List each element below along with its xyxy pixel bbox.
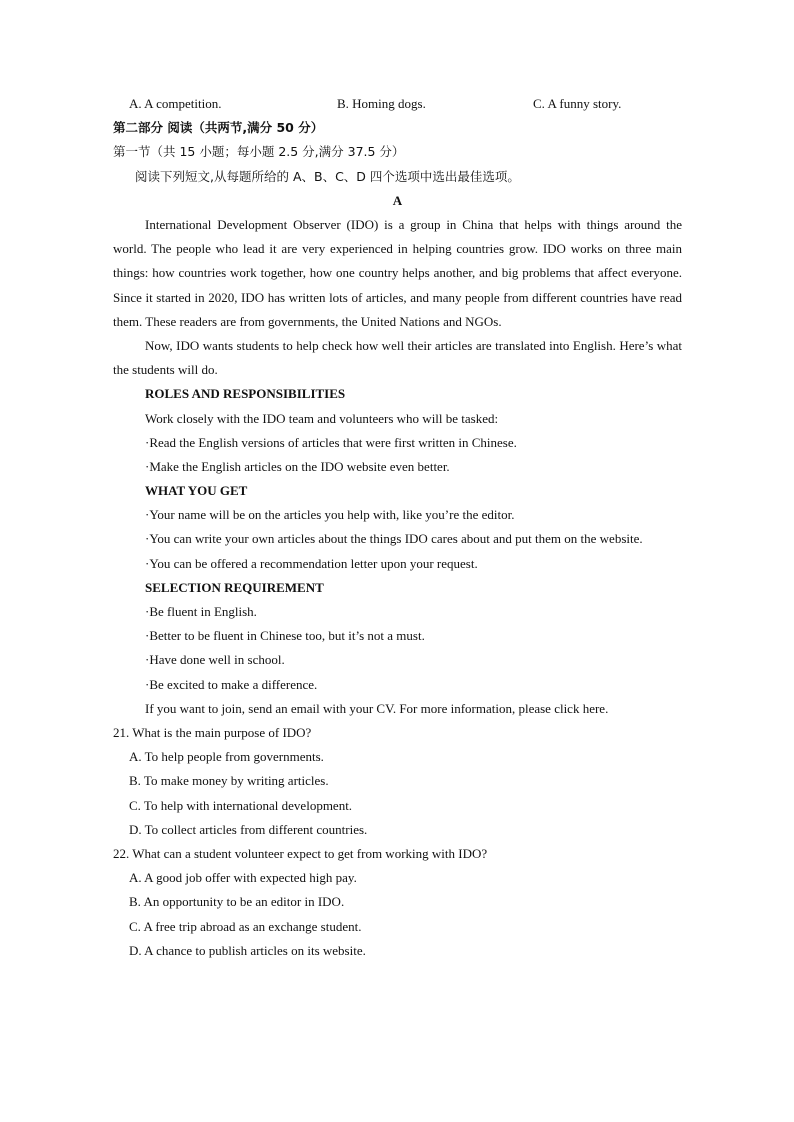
instructions: 阅读下列短文,从每题所给的 A、B、C、D 四个选项中选出最佳选项。 — [135, 168, 520, 184]
roles-item: ·Read the English versions of articles that were first written in Chinese. — [145, 434, 517, 450]
benefit-item: ·Your name will be on the articles you help with, like you’re the editor. — [145, 507, 515, 523]
requirement-item: ·Better to be fluent in Chinese too, but it’s not a must. — [145, 628, 425, 644]
question-21-option-b[interactable]: B. To make money by writing articles. — [129, 773, 329, 789]
question-21-option-d[interactable]: D. To collect articles from different countries. — [129, 821, 368, 837]
part-heading: 第二部分 阅读（共两节,满分 50 分） — [113, 120, 324, 136]
exam-page — [113, 92, 682, 963]
passage-paragraph-2: Now, IDO wants students to help check how well their articles are translated into English. Here’s what the students will do. — [113, 337, 682, 378]
option-a[interactable]: A. A competition. — [129, 96, 222, 111]
passage-paragraph-1: International Development Observer (IDO) is a group in China that helps with things around the world. The people who lead it are very experienced in helping countries grow. IDO works on three main things: how countries work together, how one country helps another, and big problems that affect everyone. Since it started in 2020, IDO has written lots of articles, and many people from different countries have read them. These readers are from governments, the United Nations and NGOs. — [113, 216, 682, 329]
question-21-option-a[interactable]: A. To help people from governments. — [129, 749, 324, 765]
roles-heading: ROLES AND RESPONSIBILITIES — [145, 386, 346, 402]
selection-requirement-heading: SELECTION REQUIREMENT — [145, 579, 324, 595]
passage-label: A — [392, 192, 403, 208]
what-you-get-heading: WHAT YOU GET — [145, 483, 248, 499]
option-b[interactable]: B. Homing dogs. — [337, 96, 426, 111]
benefit-item: ·You can be offered a recommendation letter upon your request. — [145, 555, 478, 571]
question-stem-21: 21. What is the main purpose of IDO? — [113, 725, 312, 740]
closing-text: If you want to join, send an email with your CV. For more information, please click here. — [145, 700, 609, 716]
requirement-item: ·Be fluent in English. — [145, 604, 257, 620]
question-stem-22: 22. What can a student volunteer expect to get from working with IDO? — [113, 845, 488, 861]
question-22-option-b[interactable]: B. An opportunity to be an editor in IDO. — [129, 894, 345, 910]
roles-item: ·Make the English articles on the IDO website even better. — [145, 458, 450, 474]
benefit-item: ·You can write your own articles about the things IDO cares about and put them on the website. — [145, 531, 643, 547]
question-22-option-d[interactable]: D. A chance to publish articles on its website. — [129, 942, 366, 958]
roles-intro: Work closely with the IDO team and volunteers who will be tasked: — [145, 410, 499, 426]
question-22-option-c[interactable]: C. A free trip abroad as an exchange student. — [129, 918, 362, 934]
requirement-item: ·Have done well in school. — [145, 652, 285, 668]
option-c[interactable]: C. A funny story. — [533, 96, 622, 111]
question-21-option-c[interactable]: C. To help with international development. — [129, 797, 353, 813]
section-heading: 第一节（共 15 小题；每小题 2.5 分,满分 37.5 分） — [113, 144, 405, 160]
requirement-item: ·Be excited to make a difference. — [145, 676, 318, 692]
previous-question-options — [113, 92, 682, 116]
question-22-option-a[interactable]: A. A good job offer with expected high pay. — [129, 870, 357, 886]
